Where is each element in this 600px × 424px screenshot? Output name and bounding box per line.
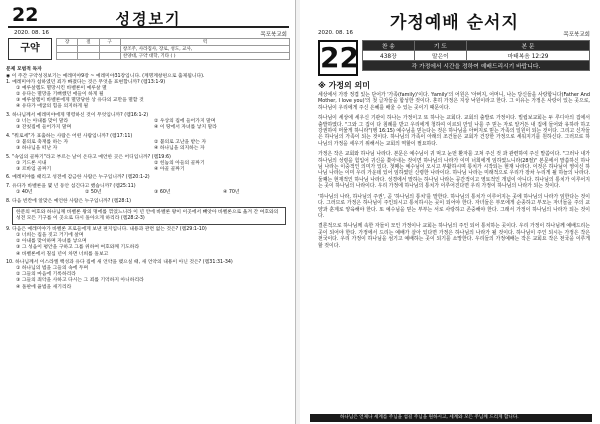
order-header: 찬 송 [363, 41, 415, 51]
question-text: 5. "속임의 골짜기"라고 부르는 날이 온다고 예언한 곳은 어디입니까? (렘19:6) [6, 154, 171, 160]
order-note: 각 가정에서 시간을 정하여 예배드리시기 바랍니다. [363, 61, 590, 71]
quiz-question [6, 175, 292, 181]
right-date: 2020. 08. 16 [318, 30, 353, 36]
sermon-body [318, 92, 590, 253]
quiz-question [6, 134, 292, 152]
answer-option[interactable]: ③ 그들의 죄악을 사하고 다시는 그 죄를 기억하지 아니하리라 [16, 278, 144, 284]
quiz-question [6, 227, 292, 257]
left-date: 2020. 08. 16 [14, 30, 49, 36]
answer-option[interactable]: ② 아내를 맞이하며 자녀를 낳으며 [16, 239, 87, 245]
answer-option[interactable]: ② 그들의 마음에 기록하리라 [16, 272, 76, 278]
answer-option[interactable]: ② 50년 [85, 190, 102, 195]
answer-option[interactable]: ② 우상의 집에 들어가지 말며 [154, 119, 216, 125]
info-header: 역 [120, 39, 289, 46]
answer-option[interactable]: ① 하나님의 법을 그들의 속에 두며 [16, 266, 89, 272]
right-title: 가정예배 순서지 [390, 13, 519, 33]
answer-option[interactable]: ④ 유다가 애굽의 힘을 의지하게 될 [16, 104, 89, 110]
hymn-number: 438장 [363, 51, 415, 61]
quiz-question [6, 199, 292, 225]
answer-row [6, 146, 292, 152]
answer-row [6, 190, 292, 196]
info-cell[interactable] [99, 53, 120, 60]
info-cell[interactable] [57, 53, 78, 60]
left-header [8, 4, 289, 28]
question-text: 7. 유다가 바벨론을 몇 년 동안 섬긴다고 했습니까? (렘25:11) [6, 183, 136, 189]
answer-option[interactable]: ① 불의로 축재를 하는 자 [16, 139, 69, 145]
info-cell: 창조주, 사라집사, 장로, 성도, 교사, [120, 46, 289, 53]
sermon-paragraph: 결론적으로 하나님께 속한 자들이 모인 가정이나 교회는 하나님의 주인 되어 통치하는 곳이다. 우리 가정이 하나님께 예배드리는 곳이 되어야 한다. 가정에서 드리는 예배가 살아 있다면 가정은 하나님의 나라가 될 것이다. 하나님이 주인 되시는 가정은 작은 천국이다. 우리 가정이 하나님을 섬기고 예배하는 곳이 되기를 소망한다. 우리들의 가정예배는 작은 교회요 작은 천국을 이루게 할 것이다. [318, 223, 590, 249]
answer-option[interactable]: ③ 르바임 골짜기 [16, 166, 52, 172]
info-cell[interactable] [99, 46, 120, 53]
quiz-intro [6, 66, 292, 80]
left-title: 성경보기 [115, 10, 182, 28]
question-text: 1. 예레미야가 섭하였던 죄가 빠졌다는 것은 무엇을 표현합니까? (렘13:1-9) [6, 80, 166, 85]
order-header: 본 문 [466, 41, 589, 51]
scripture-passage: 마태복음 12:29 [466, 51, 589, 61]
answer-option[interactable]: ③ 60년 [154, 190, 171, 195]
answer-option[interactable]: ④ 바벨론에서 칠십 년이 차면 너희를 돌보고 [16, 251, 109, 257]
question-text: 9. 다음은 예레미야가 바벨론 포로들에게 보낸 편지입니다. 내용과 관련 없는 것은? (렘29:1-10) [6, 227, 207, 233]
info-cell: 찬양대, 구약 대학, 기타 ( ) [120, 53, 289, 60]
answer-option[interactable]: ① 기드론 시내 [16, 160, 47, 166]
worship-order-table [362, 40, 590, 71]
answer-option[interactable]: ① 예루살렘도 멸망시킨 바벨론이 예루살 멸 [16, 86, 107, 92]
answer-option[interactable]: ④ 돌판에 율법을 새기리라 [16, 284, 72, 290]
quiz-question [6, 260, 292, 290]
order-header: 기 도 [414, 41, 466, 51]
section-heading: ※ 가정의 의미 [318, 81, 370, 90]
quiz-question [6, 80, 292, 110]
right-page [300, 0, 600, 424]
answer-option[interactable]: ④ 하나님을 의지하는 자 [154, 145, 205, 151]
right-issue-number: 22 [320, 41, 359, 74]
answer-row [6, 167, 292, 173]
answer-option[interactable]: ③ 하나님을 떠난 자 [16, 145, 58, 151]
answer-option[interactable]: ④ 이 땅에서 자녀를 낳지 말라 [154, 125, 217, 131]
quiz-question [6, 155, 292, 173]
left-issue-number: 22 [12, 4, 39, 26]
answer-option[interactable]: ② 유다는 멸망을 기뻐했던 애들이 하게 될 [16, 92, 104, 98]
question-text: 8. 다음 빈칸에 알맞은 예언한 사람은 누구입니까? (렘28:1) [6, 198, 131, 204]
sermon-paragraph: '하나님의 나라, 하나님의 주권', 곧 '하나님의 통치'를 말한다. 하나님의 통치가 이루어지는 곳에 하나님의 나라가 임한다는 것이다. 그러므로 가정은 하나님이 주인되시고 통치하시는 곳이 되어야 한다. 자녀들은 부모에게 순종하고 부모는 자녀들을 주의 교양과 훈계로 양육해야 한다. 또 예수님을 믿는 부부는 서로 사랑하고 존중해야 한다. 그래서 가정이 하나님의 나라가 되는 것이다. [318, 193, 590, 219]
quiz-instructions: ◉ 이 주간 구약성경보기는 예레미야9장 ~ 예레미야31장입니다. (계명계창편으로 출제됩니다). [6, 74, 205, 79]
prayer-leader: 말은이 [414, 51, 466, 61]
info-table [56, 38, 290, 60]
answer-option[interactable]: ① 40년 [16, 190, 33, 195]
left-info-block [8, 38, 290, 60]
left-page [0, 0, 296, 424]
answer-option[interactable]: ③ 예루살렘이 바벨론에게 멸망당한 상 유다의 교만을 멸할 것 [16, 98, 144, 104]
answer-option[interactable]: ② 힌놈의 아들의 골짜기 [154, 160, 205, 166]
answer-option[interactable]: ① 너희는 집을 짓고 거기에 살며 [16, 233, 84, 239]
question-quote-box: 한분의 여호와 하나님께 바벨론 왕의 멍에를 꺾었느니라 이 년 안에 바벨론 왕이 이곳에서 빼앗아 바벨론으로 옮겨 간 여호와의 성전 모든 기구를 이 곳으로 다시 돌아오게 하리라 (렘28:2-3) [12, 207, 286, 225]
answer-option[interactable]: ④ 아골 골짜기 [154, 166, 185, 172]
sermon-paragraph: 하나님이 세상에 세우신 기관이 하나는 가정이고 또 하나는 교회다. 교회의 출발로 가정이다. 빌립보교회는 두 루디아의 집에서 출발하였다. "그와 그 집이 다 침례를 받고 우리에게 청하여 이르되 만일 나를 주 믿는 자로 알거든 내 집에 들어와 유하라 하고 강권하여 머물게 하니라"(행 16:15) 예수님을 믿는다는 것은 하나님을 아버지로 믿는 가족의 일원이 되는 것이다. 그리고 신자들은 하나님의 가족이 되는 것이다. 하나님의 가족이 아래의 조건들은 교회가 건강한 가정으로 세워지기를 원하신다. 그러므로 하나님의 가정을 세우기 위해서는 교회의 역할이 필요하다. [318, 115, 590, 147]
info-cell[interactable] [78, 53, 99, 60]
answer-row [6, 125, 292, 131]
left-church-name: 목포북교회 [260, 32, 287, 38]
right-church-name: 목포북교회 [563, 32, 590, 38]
answer-option[interactable]: ③ 그 성읍이 평안을 구하고 그를 위하여 여호와께 기도하라 [16, 245, 140, 251]
info-header: 절 [78, 39, 99, 46]
question-text: 6. 예레미야를 때리고 성전에 감금한 사람은 누구입니까? (렘20:1-2) [6, 175, 150, 181]
question-text: 4. "뭐로세"가 표출하는 사람은 어떤 사람입니까? (렘17:11) [6, 133, 133, 139]
question-text: 10. 하나님께서 이스라엘 백성과 유다 집에 새 언약을 맺으실 때, 새 언약의 내용이 아닌 것은? (렘31:31-34) [6, 260, 233, 266]
sermon-paragraph: 가정은 작은 교회와 하나님 나라다. 본문은 예수님이 귀 먹고 눈먼 환자를 고쳐 주신 것 과 관련하여 주신 말씀이다. "그러나 내가 하나님의 성령을 힘입어 귀신을 쫓아내는 것이면 하나님의 나라가 이미 너희에게 임하였느니라(28절)" 본문에서 말씀하신 하나님 나라는 이중적인 의미가 있다. 첫째는 예수님이 오시고 부활하시며 통치가 시작되는 현재 나라다. 이것은 하나님이 영이신 하나님 나라는 이미 우리 가운데 있어 임하였던 신령한 나라이다. 하나님 나라는 미래적으로 우리가 장차 누리게 될 하늘의 나라다. 둘째는 현재적인 하나님 나라다. 성경에서 말하는 하나님 나라는 공간적이고 영토적인 개념이 아니다. 하나님의 통치가 이루어지는 곳이 하나님의 나라이다. 우리 가정에 하나님의 통치가 이루어진다면 우리 가정이 하나님의 나라가 되는 것이다. [318, 151, 590, 190]
info-cell[interactable] [78, 46, 99, 53]
quiz-question [6, 113, 292, 131]
sermon-paragraph: 세상에서 가장 정겹 있는 단어가 '가족(family)'이다. 'family'의 어원은 '아버지, 어머니, 나는 당신들을 사랑합니다(Father And Mother, I love you)'의 첫 글자들을 합성한 것이다. 혼히 가정은 지상 낙원이라고 한다. 그 이유는 가정은 사랑이 있는 곳으로, 하나님이 우리에게 주신 은혜를 배울 수 있는 곳이기 때문이다. [318, 92, 590, 111]
answer-option[interactable]: ① 너는 아내를 맞이 말라 [16, 119, 69, 125]
testament-label: 구약 [8, 38, 52, 60]
quiz-question [6, 184, 292, 196]
footer-banner: 하나님은 언제나 세계를 주님을 섬길 주님을 원하시고, 세계와 모든 주님께 드리게 합니다. [310, 414, 592, 422]
quiz-subnote: 문제 모범적 독자 [6, 67, 42, 72]
answer-option[interactable]: ④ 70년 [223, 190, 240, 195]
info-cell[interactable] [57, 46, 78, 53]
info-header: 구 [99, 39, 120, 46]
quiz-questions [6, 80, 292, 293]
question-text: 3. 하나님께서 예레미야에게 명령하신 것이 무엇입니까? (렘16:1-2) [6, 112, 149, 118]
answer-option[interactable]: ③ 잔칫집에 들어가지 말며 [16, 125, 72, 131]
info-header: 장 [57, 39, 78, 46]
answer-option[interactable]: ② 불의로 고난을 받는 자 [154, 139, 207, 145]
